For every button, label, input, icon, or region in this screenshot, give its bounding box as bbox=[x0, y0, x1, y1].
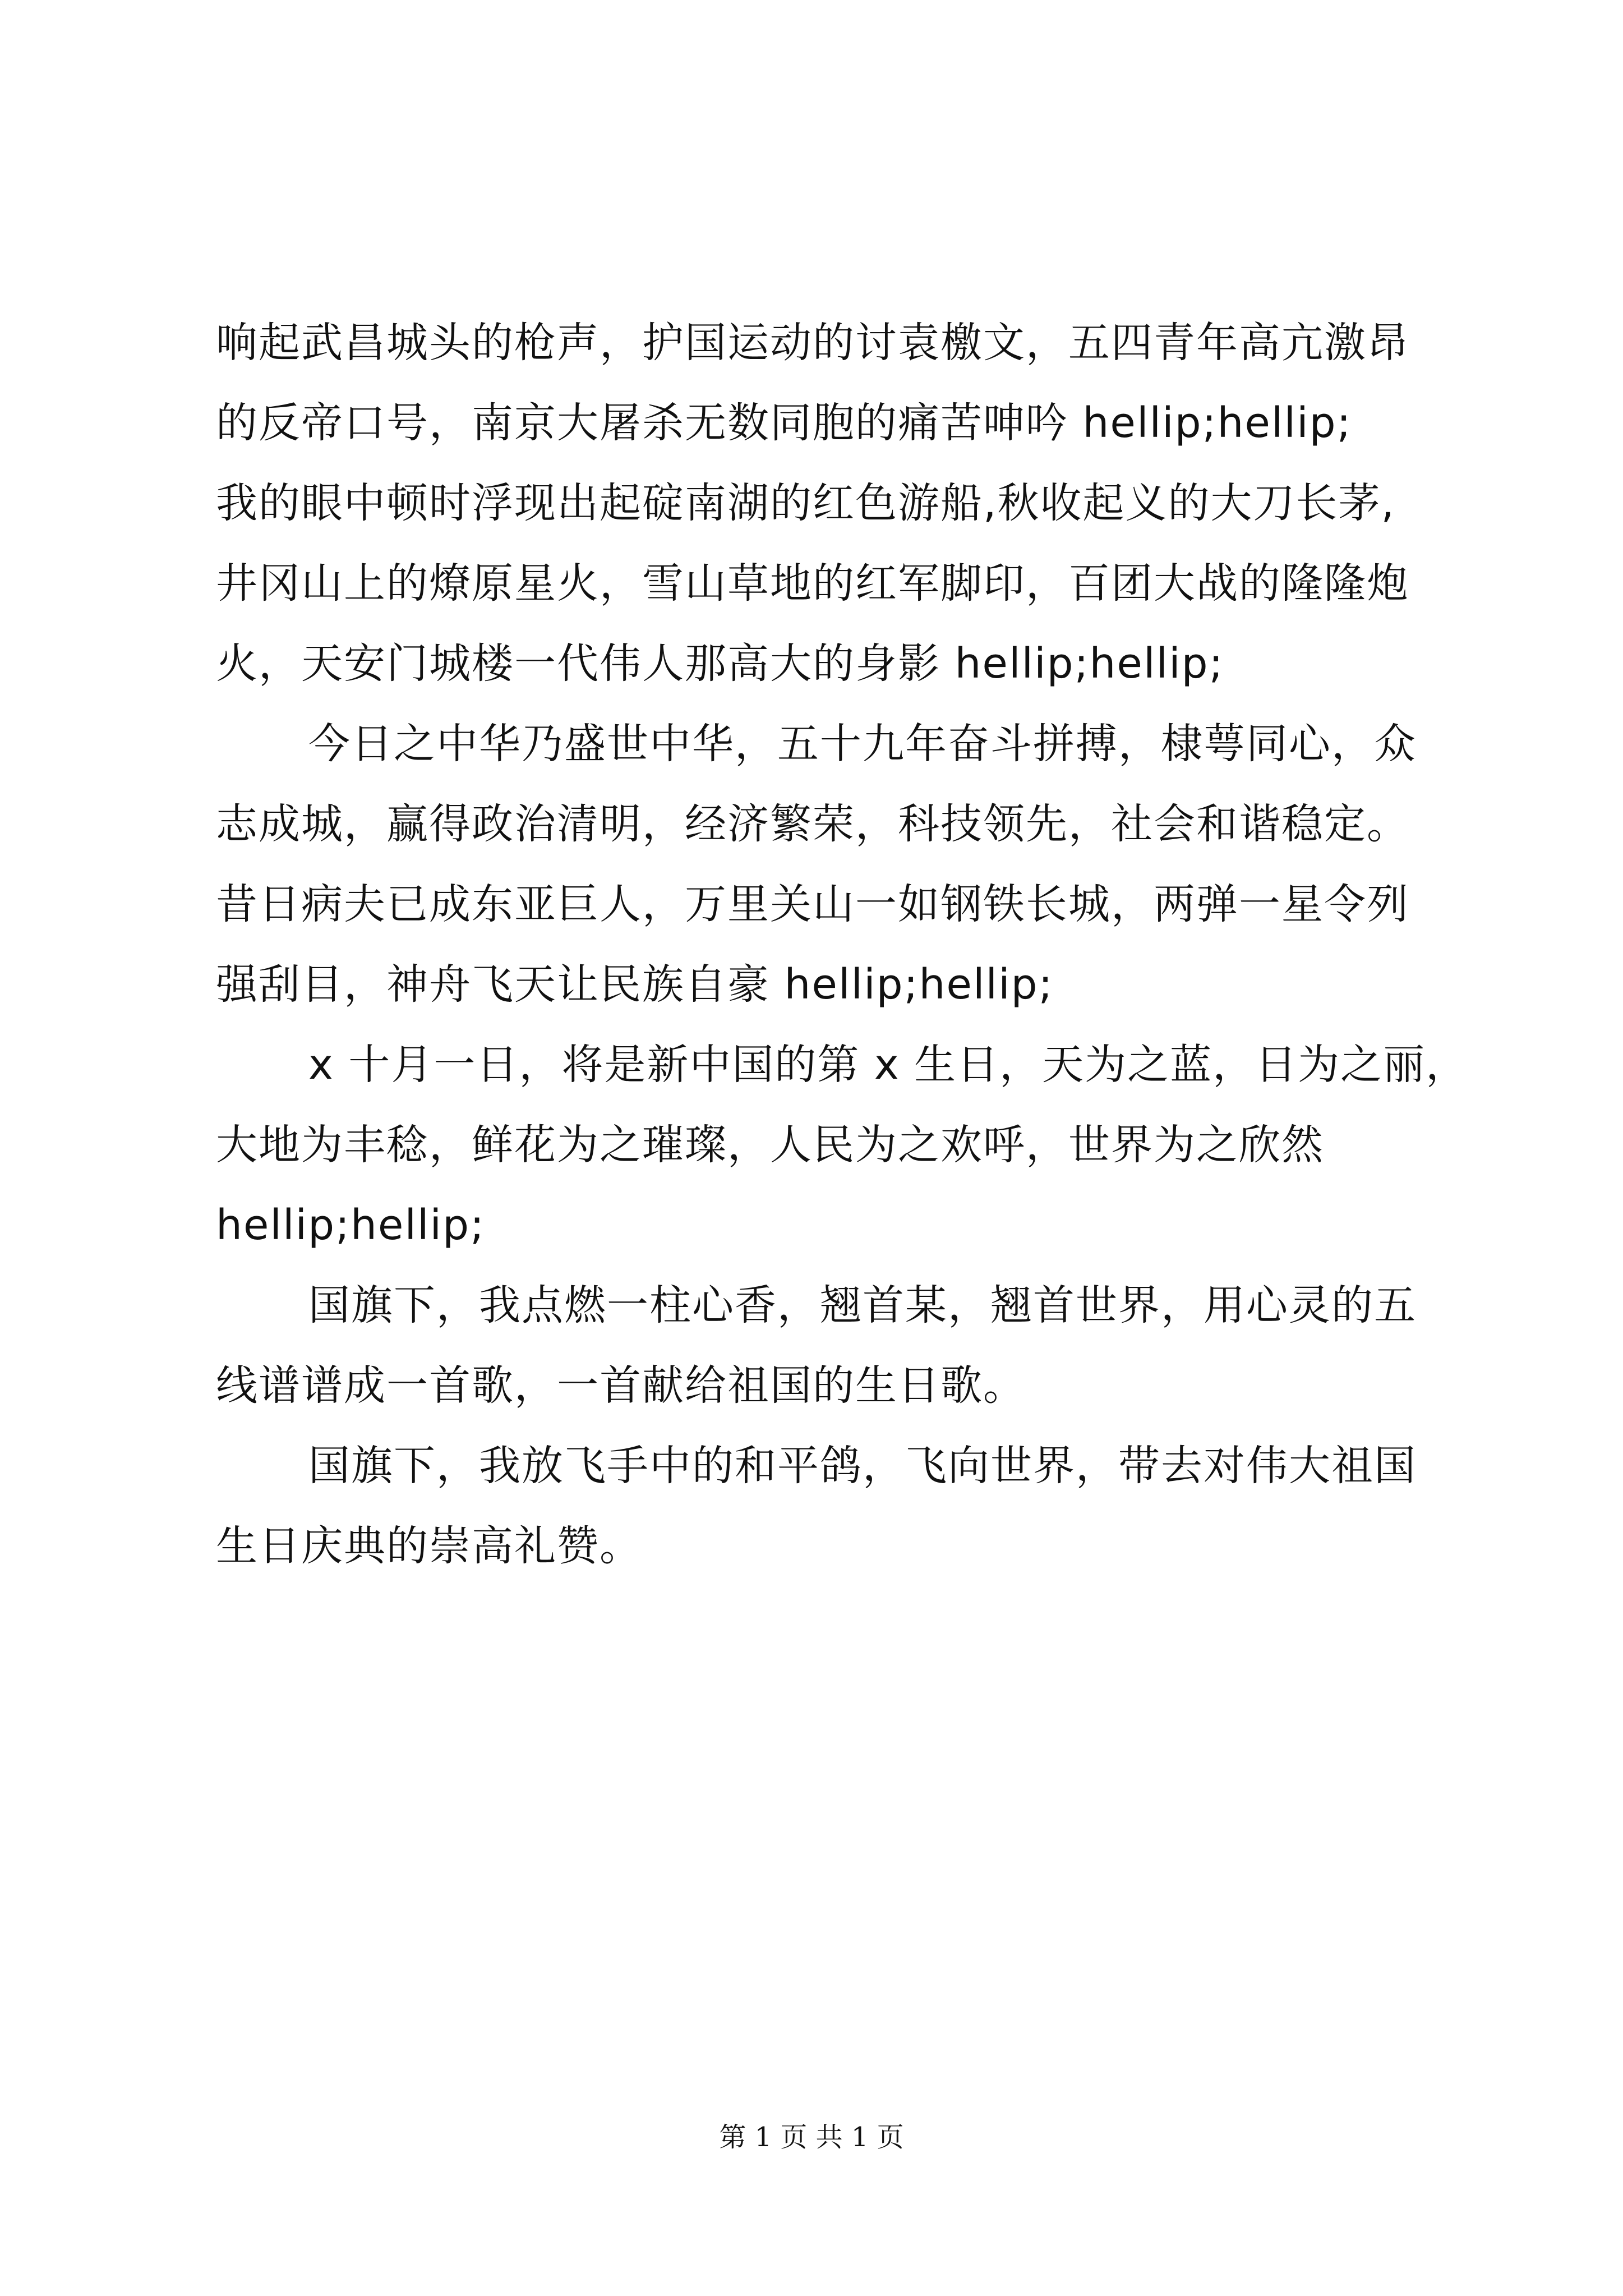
text-line: 国旗下，我点燃一柱心香，翘首某，翘首世界，用心灵的五 bbox=[308, 1281, 1417, 1329]
text-line: 志成城，赢得政治清明，经济繁荣，科技领先，社会和谐稳定。 bbox=[216, 800, 1409, 848]
text-line: 我的眼中顿时浮现出起碇南湖的红色游船,秋收起义的大刀长茅, bbox=[216, 479, 1396, 527]
text-line: 今日之中华乃盛世中华，五十九年奋斗拼搏，棣萼同心，众 bbox=[308, 720, 1417, 768]
text-line: 井冈山上的燎原星火，雪山草地的红军脚印，百团大战的隆隆炮 bbox=[216, 559, 1409, 608]
text-line: 强刮目，神舟飞天让民族自豪 hellip;hellip; bbox=[216, 960, 1054, 1009]
text-line: 响起武昌城头的枪声，护国运动的讨袁檄文，五四青年高亢激昂 bbox=[216, 319, 1409, 367]
paragraph bbox=[216, 1426, 1483, 1586]
text-line: 生日庆典的崇高礼赞。 bbox=[216, 1522, 642, 1570]
page-footer bbox=[0, 2120, 1623, 2154]
text-line: 大地为丰稔，鲜花为之璀璨，人民为之欢呼，世界为之欣然 bbox=[216, 1121, 1324, 1169]
paragraph bbox=[216, 303, 1483, 704]
text-line: 昔日病夫已成东亚巨人，万里关山一如钢铁长城，两弹一星令列 bbox=[216, 880, 1409, 928]
text-line: 火，天安门城楼一代伟人那高大的身影 hellip;hellip; bbox=[216, 639, 1224, 688]
text-line: x 十月一日，将是新中国的第 x 生日，天为之蓝，日为之丽， bbox=[308, 1041, 1469, 1089]
page-number-label: 第 1 页 共 1 页 bbox=[719, 2122, 904, 2153]
text-line: 线谱谱成一首歌，一首献给祖国的生日歌。 bbox=[216, 1361, 1026, 1410]
text-line: hellip;hellip; bbox=[216, 1201, 486, 1249]
document-body bbox=[216, 303, 1483, 1586]
text-line: 的反帝口号，南京大屠杀无数同胞的痛苦呻吟 hellip;hellip; bbox=[216, 399, 1352, 447]
paragraph bbox=[216, 704, 1483, 1025]
paragraph bbox=[216, 1266, 1483, 1426]
paragraph bbox=[216, 1025, 1483, 1266]
text-line: 国旗下，我放飞手中的和平鸽，飞向世界，带去对伟大祖国 bbox=[308, 1442, 1417, 1490]
